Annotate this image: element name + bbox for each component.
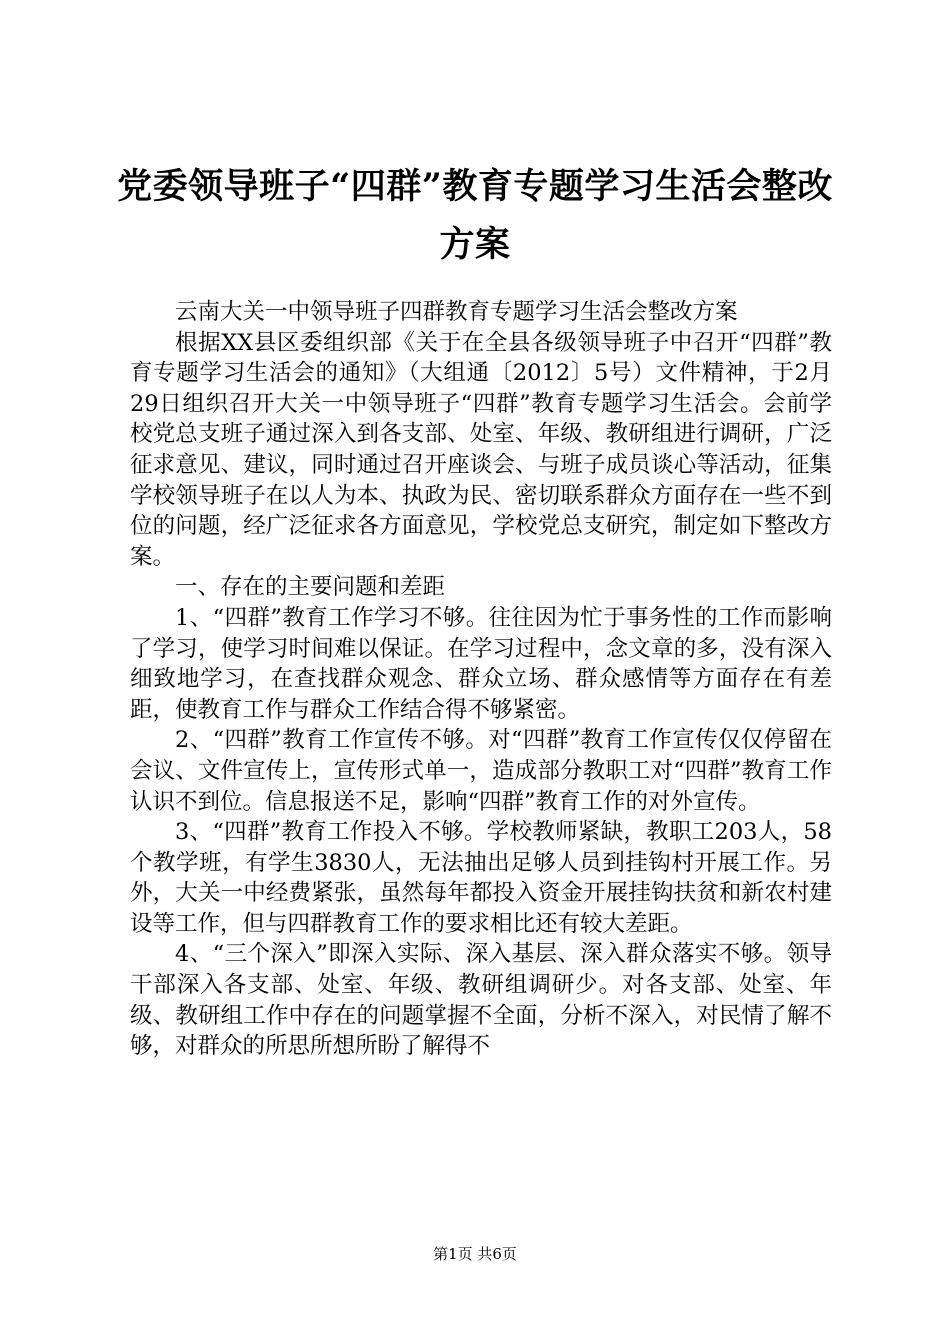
document-title: 党委领导班子“四群”教育专题学习生活会整改方案 bbox=[117, 166, 833, 265]
issue-paragraph-3: 3、“四群”教育工作投入不够。学校教师紧缺，教职工203人，58个教学班，有学生3830人，无法抽出足够人员到挂钩村开展工作。另外，大关一中经费紧张，虽然每年都投入资金开展挂钩扶贫和新农村建设等工作，但与四群教育工作的要求相比还有较大差距。 bbox=[130, 819, 832, 937]
section-heading: 一、存在的主要问题和差距 bbox=[175, 574, 446, 601]
issue-paragraph-4: 4、“三个深入”即深入实际、深入基层、深入群众落实不够。领导干部深入各支部、处室、年级、教研组调研少。对各支部、处室、年级、教研组工作中存在的问题掌握不全面，分析不深入，对民情了解不够，对群众的所思所想所盼了解得不 bbox=[130, 941, 832, 1060]
page-number-footer: 第1页 共6页 bbox=[433, 1245, 517, 1263]
document-body bbox=[130, 297, 832, 1062]
subtitle-paragraph: 云南大关一中领导班子四群教育专题学习生活会整改方案 bbox=[175, 299, 738, 325]
issue-paragraph-2: 2、“四群”教育工作宣传不够。对“四群”教育工作宣传仅仅停留在会议、文件宣传上，宣传形式单一，造成部分教职工对“四群”教育工作认识不到位。信息报送不足，影响“四群”教育工作的对外宣传。 bbox=[130, 727, 832, 815]
intro-paragraph: 根据XX县区委组织部《关于在全县各级领导班子中召开“四群”教育专题学习生活会的通知》（大组通〔2012〕5号）文件精神，于2月29日组织召开大关一中领导班子“四群”教育专题学习生活会。会前学校党总支班子通过深入到各支部、处室、年级、教研组进行调研，广泛征求意见、建议，同时通过召开座谈会、与班子成员谈心等活动，征集学校领导班子在以人为本、执政为民、密切联系群众方面存在一些不到位的问题，经广泛征求各方面意见，学校党总支研究，制定如下整改方案。 bbox=[130, 329, 832, 570]
issue-paragraph-1: 1、“四群”教育工作学习不够。往往因为忙于事务性的工作而影响了学习，使学习时间难以保证。在学习过程中，念文章的多，没有深入细致地学习，在查找群众观念、群众立场、群众感情等方面存在有差距，使教育工作与群众工作结合得不够紧密。 bbox=[130, 604, 832, 723]
